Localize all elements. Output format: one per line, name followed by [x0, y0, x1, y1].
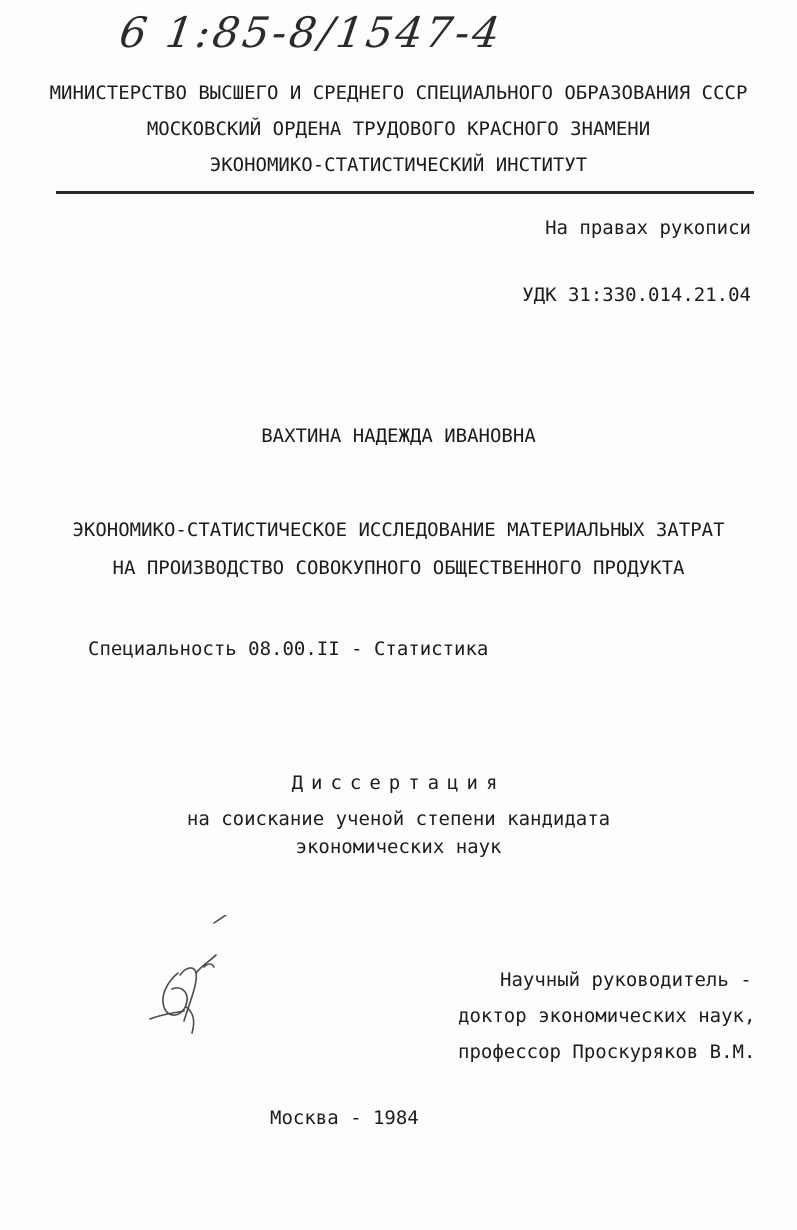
specialty: Специальность 08.00.II - Статистика: [88, 638, 489, 660]
author-name: ВАХТИНА НАДЕЖДА ИВАНОВНА: [261, 425, 536, 447]
header-divider: [56, 191, 754, 194]
place-and-year: Москва - 1984: [270, 1107, 419, 1129]
dissertation-heading: Диссертация: [291, 772, 506, 794]
institute-line-1: МОСКОВСКИЙ ОРДЕНА ТРУДОВОГО КРАСНОГО ЗНАМЕНИ: [146, 118, 651, 140]
dissertation-title-line-2: НА ПРОИЗВОДСТВО СОВОКУПНОГО ОБЩЕСТВЕННОГО ПРОДУКТА: [112, 557, 685, 579]
supervisor-line-2: доктор экономических наук,: [458, 1005, 756, 1027]
archive-number-stamp: 6 1:85-8/1547-4: [116, 8, 506, 57]
handwritten-signature: [120, 915, 240, 1045]
manuscript-rights-note: На правах рукописи: [545, 217, 751, 239]
udc-code: УДК 31:330.014.21.04: [522, 284, 751, 306]
dissertation-title-line-1: ЭКОНОМИКО-СТАТИСТИЧЕСКОЕ ИССЛЕДОВАНИЕ МАТЕРИАЛЬНЫХ ЗАТРАТ: [72, 519, 725, 541]
supervisor-line-3: профессор Проскуряков В.М.: [458, 1041, 756, 1063]
institute-line-2: ЭКОНОМИКО-СТАТИСТИЧЕСКИЙ ИНСТИТУТ: [209, 154, 588, 176]
supervisor-line-1: Научный руководитель -: [500, 969, 752, 991]
degree-line-2: экономических наук: [295, 836, 502, 858]
degree-line-1: на соискание ученой степени кандидата: [186, 808, 611, 830]
ministry-heading: МИНИСТЕРСТВО ВЫСШЕГО И СРЕДНЕГО СПЕЦИАЛЬНОГО ОБРАЗОВАНИЯ СССР: [49, 82, 748, 104]
